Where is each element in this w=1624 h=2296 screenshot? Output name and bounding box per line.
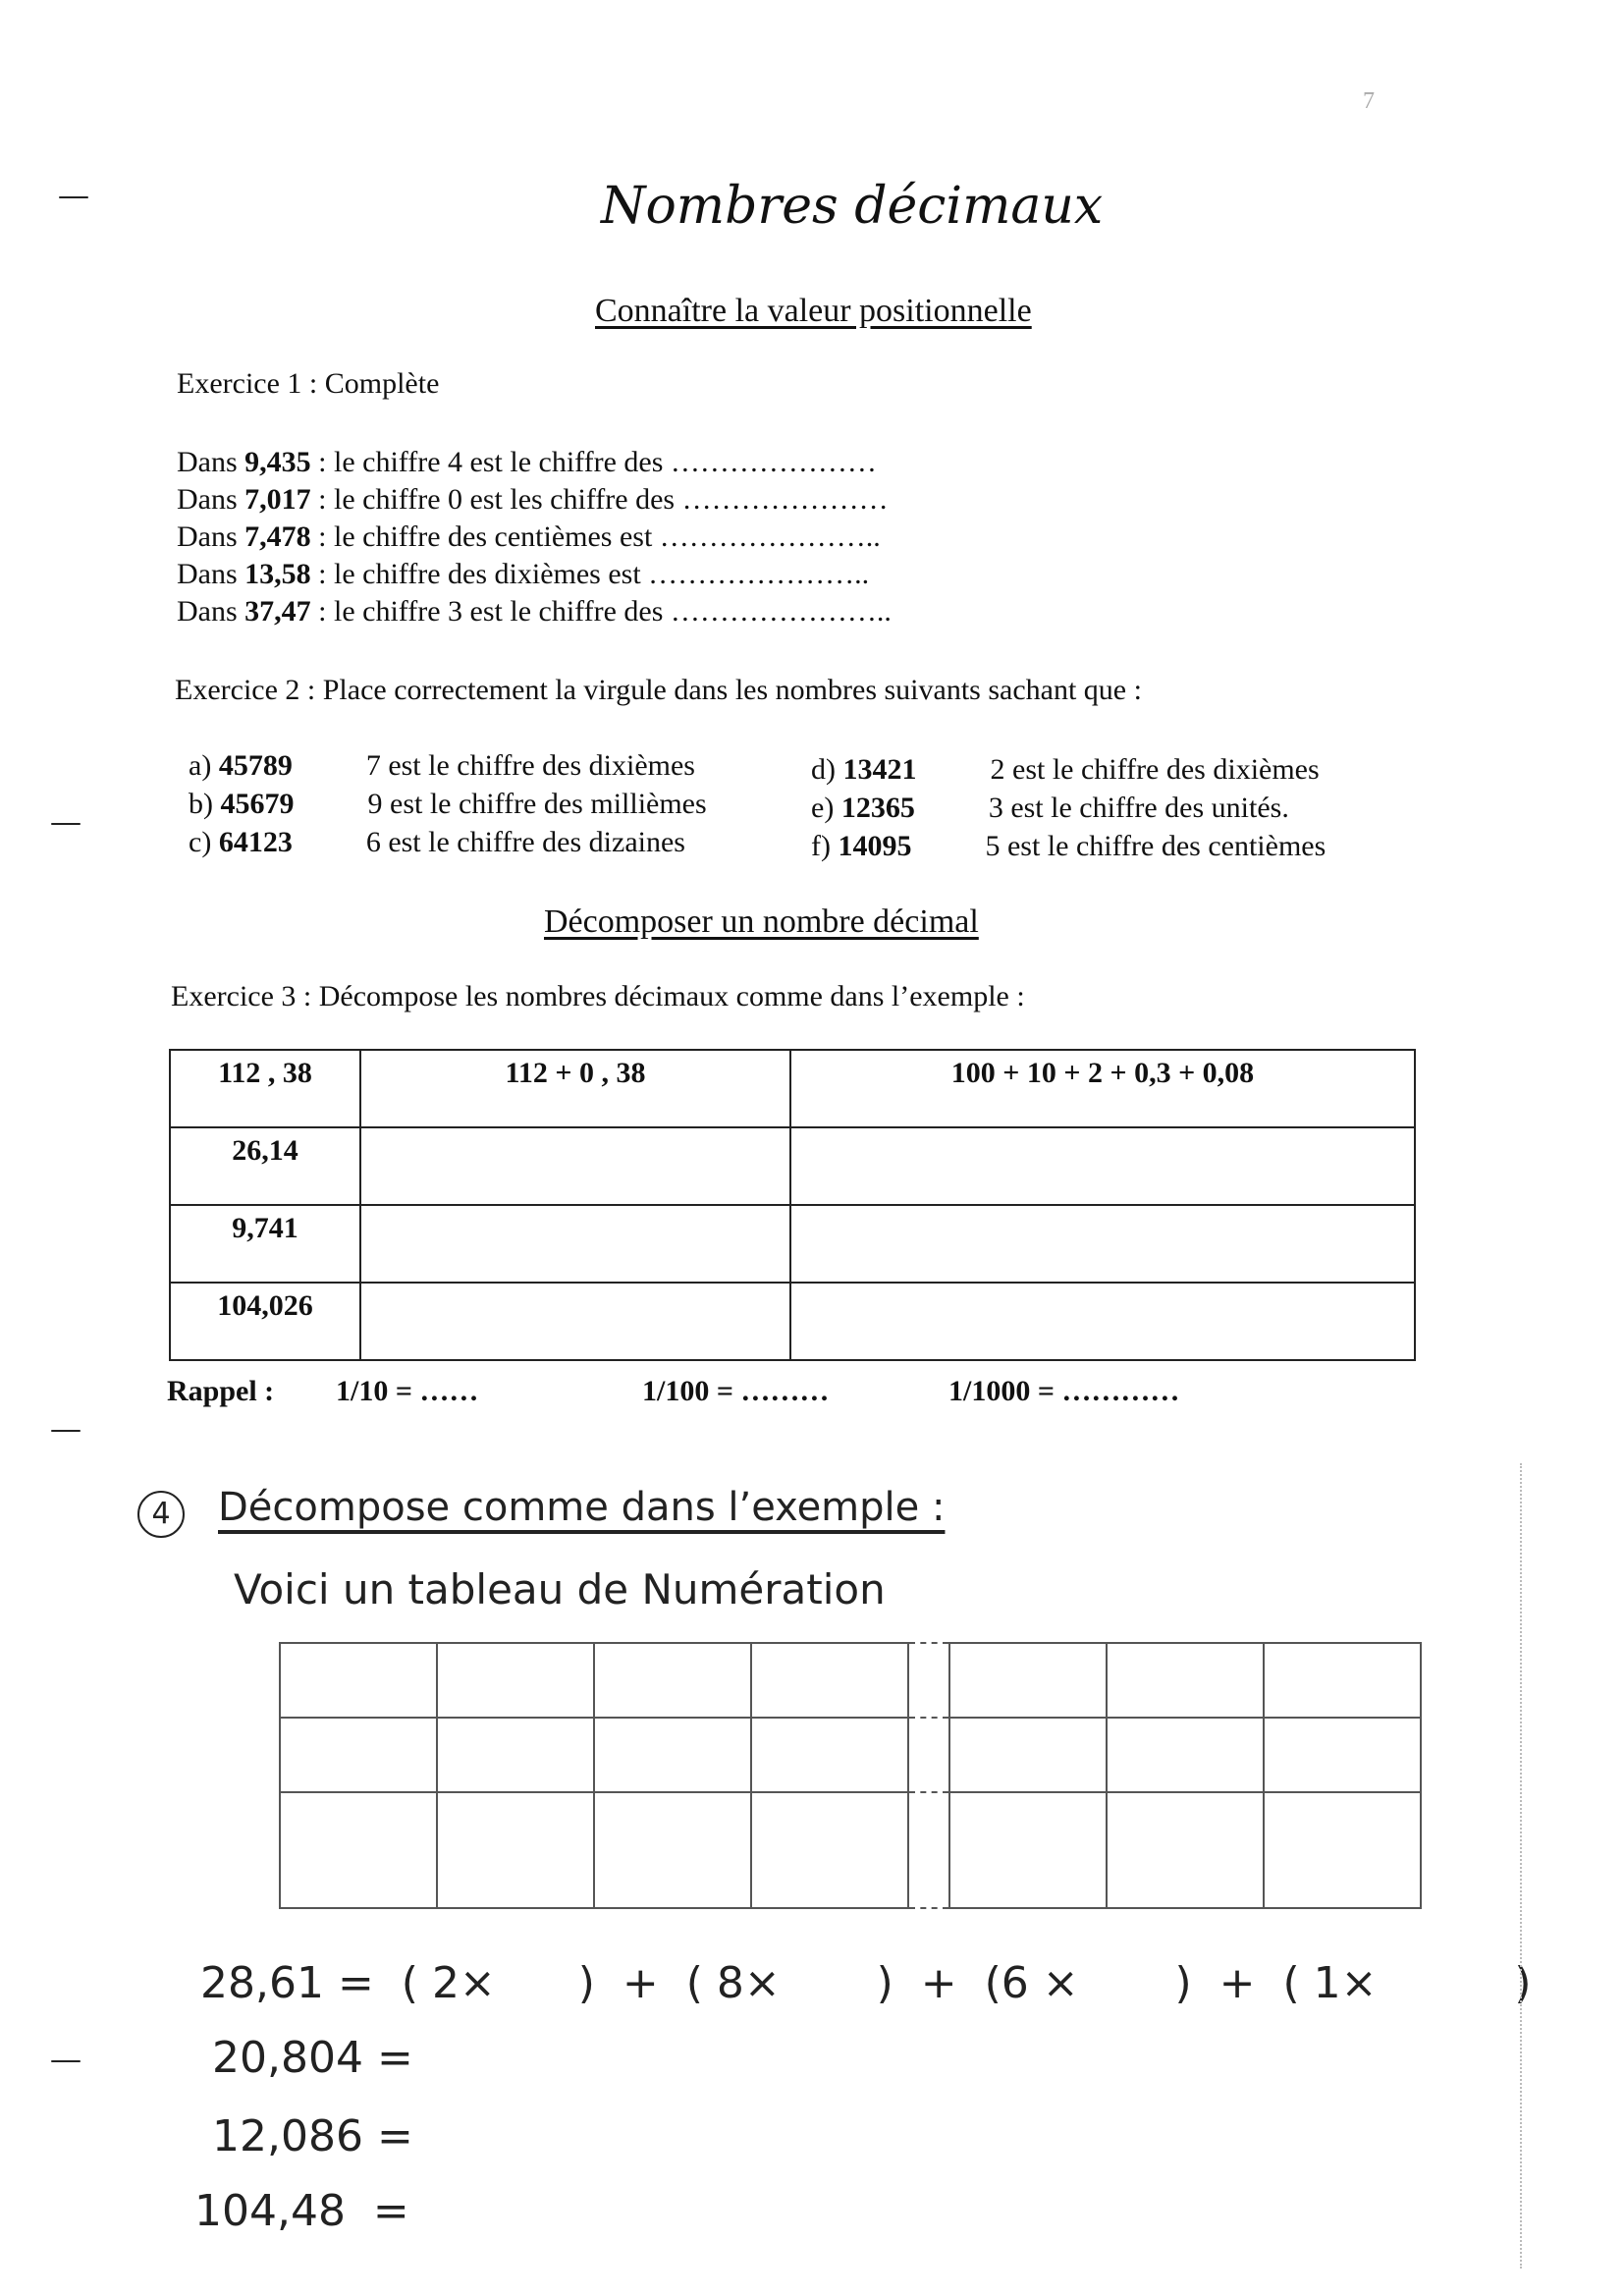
table-cell[interactable] <box>790 1205 1415 1283</box>
exercise-1-row: Dans 7,017 : le chiffre 0 est les chiffre des ………………… <box>177 483 889 516</box>
grid-cell[interactable] <box>280 1643 437 1718</box>
table-row <box>170 1050 1415 1127</box>
exercise-2-item: c) 64123 6 est le chiffre des dizaines <box>189 826 685 858</box>
table-row <box>170 1205 1415 1283</box>
grid-cell[interactable] <box>1264 1792 1421 1908</box>
exercise-1-row: Dans 9,435 : le chiffre 4 est le chiffre des ………………… <box>177 446 877 478</box>
table-cell: 100 + 10 + 2 + 0,3 + 0,08 <box>790 1050 1415 1127</box>
exercise-2-heading: Exercice 2 : Place correctement la virgule dans les nombres suivants sachant que : <box>175 674 1142 706</box>
exercise-4-line[interactable]: 12,086 = <box>212 2111 413 2161</box>
exercise-1-heading: Exercice 1 : Complète <box>177 367 440 400</box>
grid-cell[interactable] <box>280 1718 437 1792</box>
table-cell: 26,14 <box>170 1127 360 1205</box>
exercise-4-number: 4 <box>151 1497 171 1531</box>
grid-cell[interactable] <box>751 1643 908 1718</box>
rappel-item: 1/1000 = ………… <box>948 1375 1180 1407</box>
exercise-4-number-circle <box>137 1491 185 1538</box>
grid-cell[interactable] <box>437 1792 594 1908</box>
grid-cell[interactable] <box>594 1792 751 1908</box>
table-cell: 9,741 <box>170 1205 360 1283</box>
exercise-2-item: f) 14095 5 est le chiffre des centièmes <box>811 830 1326 862</box>
grid-cell[interactable] <box>437 1643 594 1718</box>
exercise-4-line: 28,61 = ( 2× ) + ( 8× ) + (6 × ) + ( 1× ) <box>200 1958 1532 2008</box>
exercise-4-heading: Décompose comme dans l’exemple : <box>218 1485 946 1530</box>
exercise-3-heading: Exercice 3 : Décompose les nombres décimaux comme dans l’exemple : <box>171 980 1025 1012</box>
exercise-4-line[interactable]: 20,804 = <box>212 2033 413 2083</box>
page-number: 7 <box>1363 88 1375 114</box>
grid-cell[interactable] <box>949 1718 1107 1792</box>
exercise-2-item: a) 45789 7 est le chiffre des dixièmes <box>189 749 695 782</box>
rappel-item: 1/100 = ……… <box>642 1375 830 1407</box>
exercise-4-subheading: Voici un tableau de Numération <box>234 1565 886 1613</box>
table-row <box>170 1283 1415 1360</box>
rappel-line <box>167 1375 1179 1408</box>
margin-mark <box>51 823 81 825</box>
table-cell: 112 , 38 <box>170 1050 360 1127</box>
grid-cell[interactable] <box>1107 1643 1264 1718</box>
grid-cell-separator <box>908 1718 949 1792</box>
grid-cell[interactable] <box>751 1718 908 1792</box>
exercise-2-column-left <box>189 746 707 861</box>
table-cell[interactable] <box>790 1127 1415 1205</box>
table-cell[interactable] <box>790 1283 1415 1360</box>
table-cell: 104,026 <box>170 1283 360 1360</box>
grid-cell[interactable] <box>1264 1643 1421 1718</box>
exercise-4-line[interactable]: 104,48 = <box>194 2186 409 2236</box>
grid-cell[interactable] <box>437 1718 594 1792</box>
grid-cell-separator <box>908 1792 949 1908</box>
margin-mark <box>51 1430 81 1432</box>
grid-cell[interactable] <box>1107 1792 1264 1908</box>
scan-border <box>1520 1463 1522 2269</box>
section-title-decompose: Décomposer un nombre décimal <box>544 903 979 940</box>
exercise-2-item: d) 13421 2 est le chiffre des dixièmes <box>811 753 1320 786</box>
grid-cell[interactable] <box>594 1643 751 1718</box>
numeration-grid <box>279 1642 1422 1909</box>
grid-cell[interactable] <box>949 1792 1107 1908</box>
grid-cell[interactable] <box>1264 1718 1421 1792</box>
grid-cell[interactable] <box>949 1643 1107 1718</box>
exercise-3-table <box>169 1049 1416 1361</box>
exercise-2-column-right <box>811 750 1326 865</box>
grid-row <box>280 1792 1421 1908</box>
section-title-positional-value: Connaître la valeur positionnelle <box>595 293 1032 329</box>
exercise-1-list <box>177 444 892 630</box>
grid-row <box>280 1718 1421 1792</box>
grid-cell[interactable] <box>280 1792 437 1908</box>
rappel-item: 1/10 = …… <box>336 1375 479 1407</box>
margin-mark <box>51 2060 81 2062</box>
exercise-1-row: Dans 13,58 : le chiffre des dixièmes est ………………….. <box>177 558 870 590</box>
table-cell[interactable] <box>360 1283 790 1360</box>
exercise-2-item: e) 12365 3 est le chiffre des unités. <box>811 792 1289 824</box>
exercise-2-item: b) 45679 9 est le chiffre des millièmes <box>189 788 707 820</box>
exercise-1-row: Dans 7,478 : le chiffre des centièmes est ………………….. <box>177 520 881 553</box>
table-cell[interactable] <box>360 1205 790 1283</box>
page-title: Nombres décimaux <box>601 177 1104 236</box>
grid-cell[interactable] <box>751 1792 908 1908</box>
exercise-1-row: Dans 37,47 : le chiffre 3 est le chiffre des ………………….. <box>177 595 892 628</box>
table-row <box>170 1127 1415 1205</box>
table-cell: 112 + 0 , 38 <box>360 1050 790 1127</box>
grid-row <box>280 1643 1421 1718</box>
table-cell[interactable] <box>360 1127 790 1205</box>
grid-cell-separator <box>908 1643 949 1718</box>
margin-mark <box>59 196 88 198</box>
grid-cell[interactable] <box>594 1718 751 1792</box>
rappel-label: Rappel : <box>167 1375 275 1407</box>
grid-cell[interactable] <box>1107 1718 1264 1792</box>
